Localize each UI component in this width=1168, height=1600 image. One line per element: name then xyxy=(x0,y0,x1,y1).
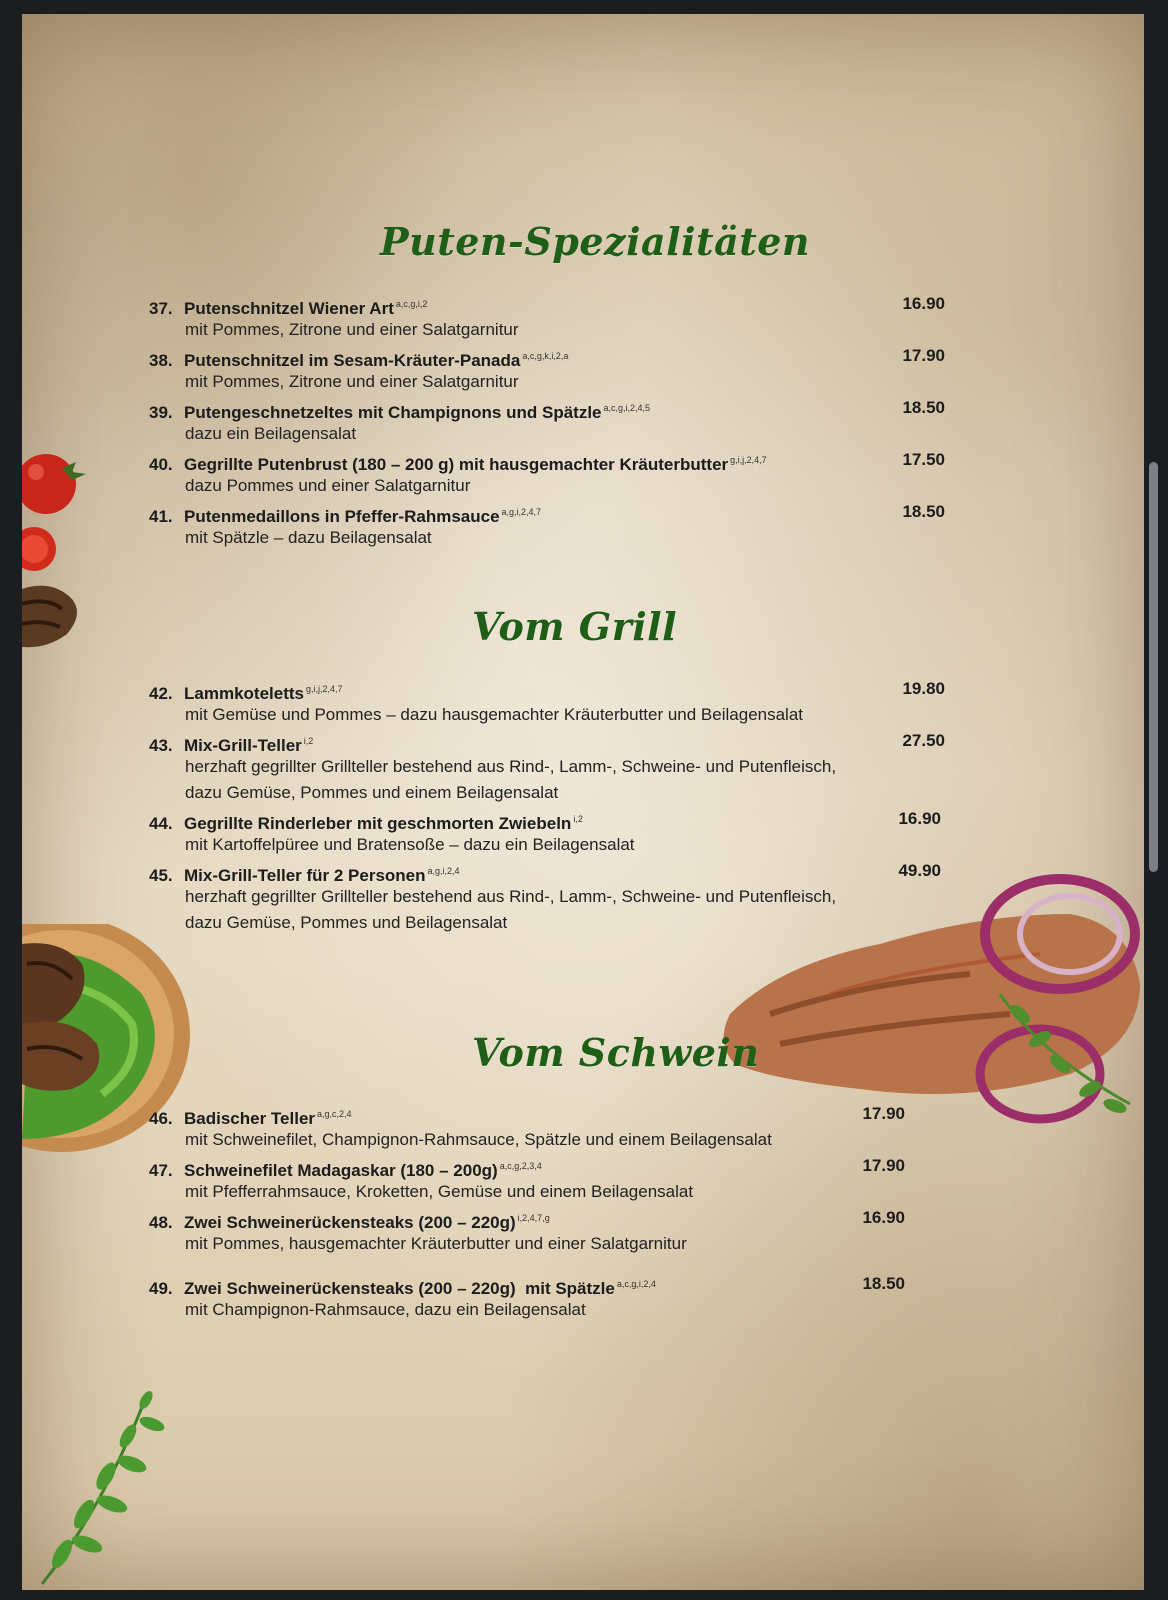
item-name: Mix-Grill-Teller xyxy=(184,736,302,755)
menu-item xyxy=(149,1101,905,1153)
item-number: 43. xyxy=(149,736,173,755)
item-price: 18.50 xyxy=(862,1274,905,1293)
item-allergens: a,c,g,i,2 xyxy=(395,299,428,309)
item-price: 16.90 xyxy=(898,809,941,828)
item-number: 46. xyxy=(149,1109,173,1128)
item-price: 18.50 xyxy=(902,398,945,417)
items-list-puten xyxy=(149,291,945,551)
items-list-grill xyxy=(149,676,945,936)
item-allergens: g,i,j,2,4,7 xyxy=(305,684,343,694)
section-title-grill: Vom Grill xyxy=(472,604,678,649)
item-price: 17.90 xyxy=(862,1156,905,1175)
item-number: 44. xyxy=(149,814,173,833)
item-allergens: a,g,i,2,4 xyxy=(427,866,460,876)
item-allergens: a,c,g,k,i,2,a xyxy=(522,351,569,361)
scrollbar[interactable] xyxy=(1149,462,1158,872)
item-price: 18.50 xyxy=(902,502,945,521)
item-number: 40. xyxy=(149,455,173,474)
menu-item xyxy=(149,343,945,395)
item-price: 49.90 xyxy=(898,861,941,880)
item-number: 48. xyxy=(149,1213,173,1232)
item-name: Lammkoteletts xyxy=(184,684,304,703)
section-title-puten: Puten-Spezialitäten xyxy=(380,219,811,264)
item-number: 37. xyxy=(149,299,173,318)
item-name: Putenmedaillons in Pfeffer-Rahmsauce xyxy=(184,507,500,526)
item-allergens: a,g,c,2,4 xyxy=(317,1109,352,1119)
item-name: Putengeschnetzeltes mit Champignons und Spätzle xyxy=(184,403,602,422)
item-price: 17.90 xyxy=(902,346,945,365)
item-description: mit Champignon-Rahmsauce, dazu ein Beilagensalat xyxy=(185,1300,586,1319)
menu-item xyxy=(149,1205,905,1257)
item-name: Zwei Schweinerückensteaks (200 – 220g) mit Spätzle xyxy=(184,1279,615,1298)
item-number: 38. xyxy=(149,351,173,370)
item-allergens: g,i,j,2,4,7 xyxy=(730,455,767,465)
item-allergens: a,c,g,i,2,4,5 xyxy=(603,403,651,413)
menu-item xyxy=(149,676,945,728)
menu-item xyxy=(149,395,945,447)
item-number: 47. xyxy=(149,1161,173,1180)
item-description: dazu Gemüse, Pommes und Beilagensalat xyxy=(185,913,508,932)
item-description: mit Spätzle – dazu Beilagensalat xyxy=(185,528,432,547)
item-price: 27.50 xyxy=(902,731,945,750)
menu-item xyxy=(149,291,945,343)
item-description: mit Kartoffelpüree und Bratensoße – dazu ein Beilagensalat xyxy=(185,835,635,854)
menu-item xyxy=(149,1271,905,1323)
item-description: herzhaft gegrillter Grillteller bestehend aus Rind-, Lamm-, Schweine- und Putenfleisch, xyxy=(185,757,837,776)
item-price: 19.80 xyxy=(902,679,945,698)
item-number: 49. xyxy=(149,1279,173,1298)
item-description: dazu Pommes und einer Salatgarnitur xyxy=(185,476,471,495)
item-description: mit Gemüse und Pommes – dazu hausgemachter Kräuterbutter und Beilagensalat xyxy=(185,705,804,724)
item-price: 16.90 xyxy=(902,294,945,313)
item-description: herzhaft gegrillter Grillteller bestehend aus Rind-, Lamm-, Schweine- und Putenfleisch, xyxy=(185,887,837,906)
item-name: Putenschnitzel im Sesam-Kräuter-Panada xyxy=(184,351,521,370)
tomato-image xyxy=(22,454,92,584)
item-description: dazu Gemüse, Pommes und einem Beilagensalat xyxy=(185,783,559,802)
menu-item xyxy=(149,858,945,936)
item-name: Zwei Schweinerückensteaks (200 – 220g) xyxy=(184,1213,516,1232)
item-description: mit Pfefferrahmsauce, Kroketten, Gemüse und einem Beilagensalat xyxy=(185,1182,694,1201)
item-allergens: a,g,i,2,4,7 xyxy=(501,507,542,517)
item-allergens: a,c,g,i,2,4 xyxy=(616,1279,656,1289)
menu-item xyxy=(149,806,945,858)
item-number: 41. xyxy=(149,507,173,526)
menu-item xyxy=(149,728,945,806)
item-description: mit Pommes, Zitrone und einer Salatgarnitur xyxy=(185,320,519,339)
item-allergens: i,2,4,7,g xyxy=(517,1213,550,1223)
menu-item xyxy=(149,447,945,499)
menu-item xyxy=(149,499,945,551)
item-name: Mix-Grill-Teller für 2 Personen xyxy=(184,866,426,885)
item-description: mit Pommes, Zitrone und einer Salatgarnitur xyxy=(185,372,519,391)
menu-item xyxy=(149,1153,905,1205)
item-description: mit Schweinefilet, Champignon-Rahmsauce, Spätzle und einem Beilagensalat xyxy=(185,1130,772,1149)
item-name: Gegrillte Putenbrust (180 – 200 g) mit hausgemachter Kräuterbutter xyxy=(184,455,729,474)
items-list-schwein xyxy=(149,1101,905,1323)
section-title-schwein: Vom Schwein xyxy=(472,1030,760,1075)
item-price: 17.50 xyxy=(902,450,945,469)
item-allergens: i,2 xyxy=(573,814,583,824)
item-number: 39. xyxy=(149,403,173,422)
item-price: 16.90 xyxy=(862,1208,905,1227)
item-name: Badischer Teller xyxy=(184,1109,316,1128)
item-name: Putenschnitzel Wiener Art xyxy=(184,299,394,318)
herb-sprig-image xyxy=(32,1384,182,1590)
item-price: 17.90 xyxy=(862,1104,905,1123)
item-allergens: a,c,g,2,3,4 xyxy=(499,1161,542,1171)
menu-page xyxy=(22,14,1144,1590)
item-number: 42. xyxy=(149,684,173,703)
item-name: Schweinefilet Madagaskar (180 – 200g) xyxy=(184,1161,498,1180)
item-description: dazu ein Beilagensalat xyxy=(185,424,357,443)
item-number: 45. xyxy=(149,866,173,885)
item-name: Gegrillte Rinderleber mit geschmorten Zwiebeln xyxy=(184,814,572,833)
grilled-meat-small-image xyxy=(22,579,92,659)
item-description: mit Pommes, hausgemachter Kräuterbutter und einer Salatgarnitur xyxy=(185,1234,687,1253)
item-allergens: i,2 xyxy=(303,736,314,746)
